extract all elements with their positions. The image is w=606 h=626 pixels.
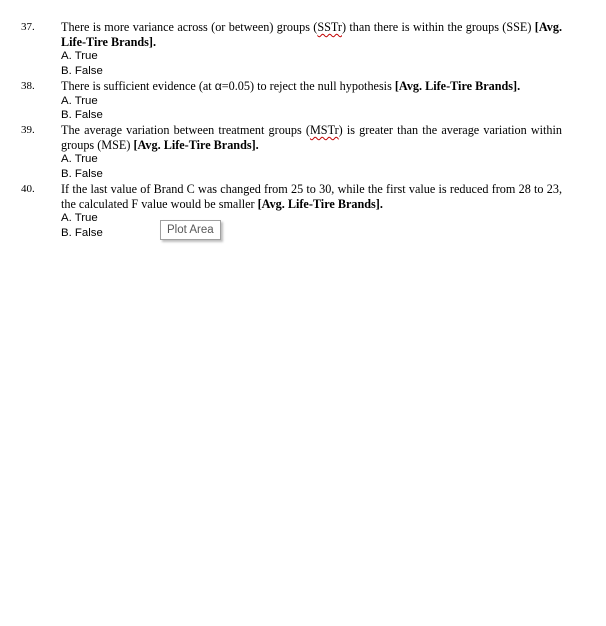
option-b: B. False <box>61 109 103 122</box>
question-text: There is more variance across (or between) groups (SSTr) than there is within the groups (SSE) [Avg. Life-Tire Brands]. <box>61 20 562 49</box>
question-tag: [Avg. Life-Tire Brands]. <box>133 137 259 152</box>
question-tag: [Avg. Life-Tire Brands]. <box>257 196 383 211</box>
option-b: B. False <box>61 64 103 77</box>
plot-area-tooltip: Plot Area <box>160 220 221 240</box>
question-text: If the last value of Brand C was changed from 25 to 30, while the first value is reduced from 28 to 23, the calculated F value would be smaller [Avg. Life-Tire Brands]. <box>61 182 562 211</box>
question-text: The average variation between treatment groups (MSTr) is greater than the average variation within groups (MSE) [Avg. Life-Tire Brands]. <box>61 123 562 152</box>
option-a: A. True <box>61 212 98 225</box>
question-number: 40. <box>21 183 35 195</box>
alpha-symbol: α <box>214 79 222 93</box>
question-number: 37. <box>21 21 35 33</box>
question-tag: [Avg. Life-Tire Brands]. <box>61 20 562 49</box>
option-b: B. False <box>61 226 103 239</box>
spelling-flag: SSTr <box>317 20 342 34</box>
option-a: A. True <box>61 50 98 63</box>
option-a: A. True <box>61 153 98 166</box>
option-b: B. False <box>61 167 103 180</box>
option-a: A. True <box>61 94 98 107</box>
question-number: 38. <box>21 80 35 92</box>
question-tag: [Avg. Life-Tire Brands]. <box>394 79 521 93</box>
spelling-flag: MSTr <box>309 123 339 137</box>
question-text: There is sufficient evidence (at α=0.05) to reject the null hypothesis [Avg. Life-Tire Brands]. <box>61 79 521 93</box>
question-number: 39. <box>21 124 35 136</box>
